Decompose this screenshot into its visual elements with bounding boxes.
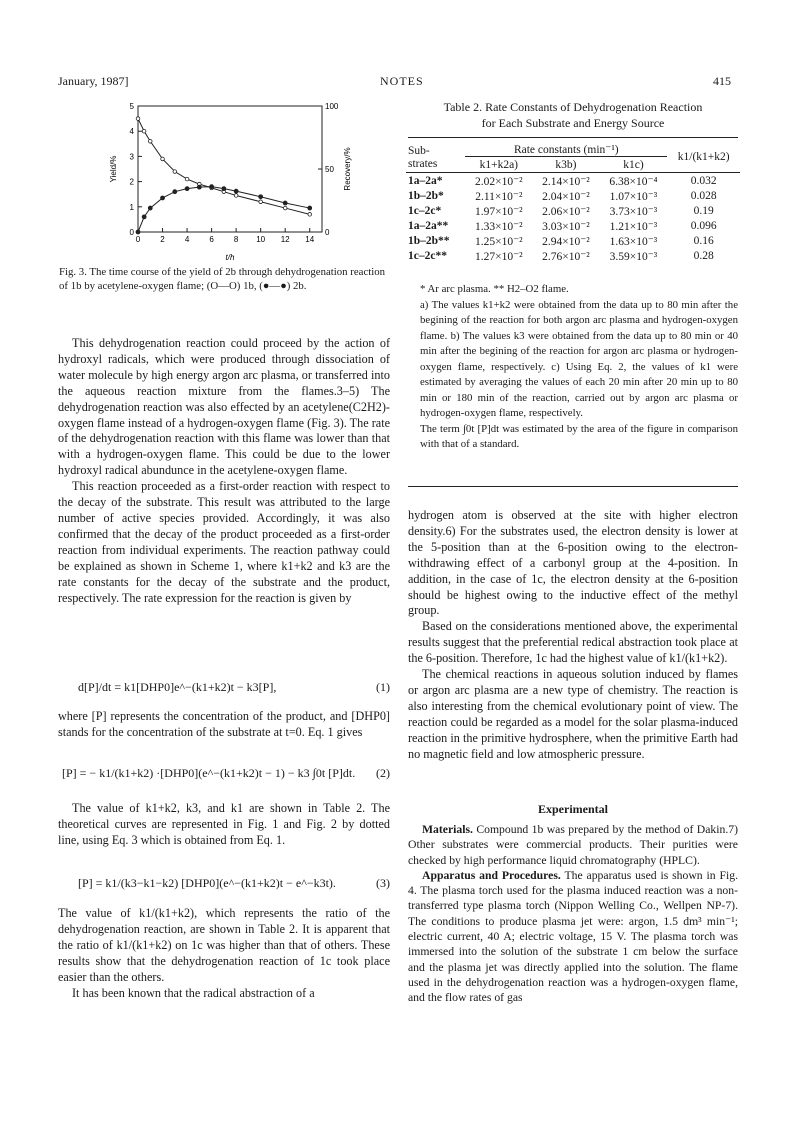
table-cell-k3: 2.94×10⁻² <box>542 235 590 248</box>
equation-2-number: (2) <box>376 766 390 780</box>
header-sub: Sub- <box>408 144 430 157</box>
table-cell-sub: 1b–2b** <box>408 234 450 247</box>
left-paragraph-4-block <box>58 801 390 849</box>
table-note-star: * Ar arc plasma. ** H2–O2 flame. <box>420 283 569 295</box>
table-cell-k12: 1.33×10⁻² <box>474 220 523 233</box>
series-point-2b <box>161 196 165 200</box>
x-tick-label: 2 <box>160 235 165 244</box>
x-tick-label: 10 <box>256 235 266 244</box>
table-cell-k12: 1.97×10⁻² <box>474 205 523 218</box>
x-tick-label: 8 <box>233 235 239 244</box>
left-tick-label: 5 <box>129 102 134 111</box>
right-tick-label: 50 <box>325 165 334 174</box>
header-k1k2: k1+k2a) <box>479 158 518 171</box>
apparatus-paragraph <box>408 868 738 1006</box>
x-tick-label: 6 <box>209 235 214 244</box>
series-point-2b <box>142 215 146 219</box>
series-point-2b <box>173 190 177 194</box>
left-paragraph-1: This dehydrogenation reaction could proceed by the action of hydroxyl radicals, which were produced through dissociation of water molecule by high energy argon arc plasma, or transferred into the aqueous reaction mixture from the flames.3–5) The dehydrogenation reaction was also effected by an acetylene(C2H2)-oxygen flame instead of a hydrogen-oxygen flame (Fig. 3). The rate of the dehydrogenation reaction with this flame was lower than that with a hydrogen-oxygen flame. This could be due to the lower hydroxyl radical abundunce in the acetylene-oxygen flame. <box>58 336 390 478</box>
left-paragraph-4: The value of k1+k2, k3, and k1 are shown in Table 2. The theoretical curves are represented in Fig. 1 and Fig. 2 by dotted line, using Eq. 3 which is obtained from Eq. 1. <box>58 801 390 847</box>
series-point-1b <box>148 139 152 143</box>
table-top-rule <box>408 137 738 138</box>
table-cell-k3: 2.14×10⁻² <box>542 175 590 188</box>
series-point-2b <box>210 185 214 189</box>
materials-label: Materials. <box>422 823 473 836</box>
table-cell-sub: 1b–2b* <box>408 189 444 202</box>
table-note-body: a) The values k1+k2 were obtained from the data up to 80 min after the begining of the reaction for both argon arc plasma and hydrogen-oxygen flame. b) The values k3 were obtained from the data up to 80 min or 40 min after the begining of the reaction for argon arc plasma or hydrogen-oxygen flame, respectively. c) Using Eq. 2, the values of k1 were estimated by averaging the values of each 20 min after 20 min up to 80 min or 180 min of the reaction, carried out by argon arc plasma or hydrogen-oxygen flame, respectively. <box>420 298 738 419</box>
series-point-2b <box>234 189 238 193</box>
header-date: January, 1987] <box>58 74 129 88</box>
equation-1 <box>78 680 390 695</box>
series-point-1b <box>185 177 189 181</box>
table-bottom-rule <box>408 486 738 487</box>
right-column-top <box>408 508 738 763</box>
materials-paragraph <box>408 822 738 868</box>
series-point-1b <box>234 194 238 198</box>
table-row <box>406 173 740 189</box>
series-point-1b <box>161 157 165 161</box>
figure-caption-text: The time course of the yield of 2b through dehydrogenation reaction of 1b by acetylene-oxygen flame; (O—O) 1b, (●—●) 2b. <box>59 266 386 292</box>
table-cell-sub: 1c–2c* <box>408 204 442 217</box>
table-notes <box>420 282 738 453</box>
table-row <box>406 218 740 233</box>
x-tick-label: 14 <box>305 235 315 244</box>
series-point-2b <box>148 206 152 210</box>
equation-2-text: [P] = − k1/(k1+k2) ·[DHP0](e^−(k1+k2)t − 1) − k3 ∫0t [P]dt. <box>62 766 356 780</box>
equation-3-number: (3) <box>376 876 390 890</box>
table-cell-k3: 2.06×10⁻² <box>542 205 590 218</box>
right-paragraph-1: hydrogen atom is observed at the site with higher electron density.6) For the substrates used, the electron density is lower at the 5-position than at the 6-position owing to the electron-withdrawing effect of a carbonyl group at the 4-position. In addition, in the case of 1c, the electron density at the 6-position should be highest owing to the inductive effect of the methyl group. <box>408 508 738 618</box>
table-cell-ratio: 0.16 <box>693 234 714 247</box>
table-cell-k1: 6.38×10⁻⁴ <box>609 175 658 188</box>
table-cell-k12: 2.11×10⁻² <box>475 190 523 203</box>
table-cell-ratio: 0.096 <box>690 219 717 232</box>
apparatus-label: Apparatus and Procedures. <box>422 868 561 882</box>
right-tick-label: 100 <box>325 102 339 111</box>
table-cell-k3: 2.04×10⁻² <box>542 190 590 203</box>
series-point-2b <box>222 187 226 191</box>
equation-3-text: [P] = k1/(k3−k1−k2) [DHP0](e^−(k1+k2)t − e^−k3t). <box>78 876 336 890</box>
y2-axis-label: Recovery/% <box>343 147 352 191</box>
header-ratio: k1/(k1+k2) <box>677 150 730 163</box>
table-row <box>406 248 740 263</box>
header-strates: strates <box>408 158 438 171</box>
equation-3 <box>78 876 390 891</box>
apparatus-text: The apparatus used is shown in Fig. 4. The plasma torch used for the plasma induced reaction was a non-transferred type plasma torch (Nippon Welling Co., Wellpen NP-7). The conditions to produce plasma jet were: argon, 1.5 dm³ min⁻¹; electric current, 40 A; electric voltage, 15 V. The plasma torch was immersed into the solution of the substrate 1 cm below the surface and the plasma jet was directly applied into the solution. The flame used in the dehydrogenation reaction was a hydrogen-oxygen flame, and the flow rates of gas <box>408 868 738 1005</box>
table-title <box>408 99 738 131</box>
series-point-2b <box>308 206 312 210</box>
table-title-line-2: for Each Substrate and Energy Source <box>481 116 665 130</box>
left-paragraph-3-block <box>58 709 390 741</box>
right-tick-label: 0 <box>325 228 330 237</box>
table-cell-k3: 3.03×10⁻² <box>542 220 590 233</box>
series-point-1b <box>308 213 312 217</box>
right-paragraph-2: Based on the considerations mentioned above, the experimental results suggest that the preferential redical abstraction took place at the 6-position. Therefore, 1c had the highest value of k1/(k1+k2). <box>408 619 738 666</box>
table-cell-k3: 2.76×10⁻² <box>542 250 590 263</box>
table-cell-ratio: 0.28 <box>693 249 714 262</box>
plot-frame <box>138 106 322 232</box>
right-column-bottom <box>408 822 738 1006</box>
equation-1-text: d[P]/dt = k1[DHP0]e^−(k1+k2)t − k3[P], <box>78 680 277 694</box>
left-paragraph-2: This reaction proceeded as a first-order reaction with respect to the decay of the substrate. This result was attributed to the large number of active species provided. Accordingly, it was also confirmed that the decay of the product proceeded as a first-order reaction from individual experiments. The reaction pathway could be explained as shown in Scheme 1, where k1+k2 and k3 are the rate constants for the decay of the substrate and the product, respectively. The rate expression for the reaction is given by <box>58 479 390 605</box>
figure-3-chart <box>82 98 372 266</box>
header-rate-constants: Rate constants (min⁻¹) <box>465 141 667 157</box>
table-row <box>406 233 740 248</box>
header-k3: k3b) <box>555 158 577 171</box>
left-tick-label: 2 <box>129 177 134 187</box>
series-point-1b <box>259 200 263 204</box>
materials-text: Compound 1b was prepared by the method of Dakin.7) Other substrates were commercial products. Their purities were checked by high performance liquid chromatography (HPLC). <box>408 823 738 867</box>
series-point-2b <box>185 187 189 191</box>
series-point-2b <box>259 195 263 199</box>
figure-caption <box>59 266 389 293</box>
table-row <box>406 203 740 218</box>
table-cell-k1: 1.07×10⁻³ <box>609 190 658 203</box>
table-row <box>406 188 740 203</box>
table-cell-k1: 1.21×10⁻³ <box>609 220 658 233</box>
equation-1-number: (1) <box>376 680 390 694</box>
series-point-1b <box>142 129 146 133</box>
left-column-bottom <box>58 906 390 1001</box>
table-cell-k12: 2.02×10⁻² <box>474 175 523 188</box>
series-point-2b <box>197 185 201 189</box>
experimental-heading: Experimental <box>538 802 608 816</box>
table-cell-ratio: 0.032 <box>690 174 717 187</box>
left-tick-label: 4 <box>129 127 134 137</box>
table-cell-sub: 1a–2a** <box>408 219 449 232</box>
left-paragraph-3: where [P] represents the concentration of the product, and [DHP0] stands for the concentration of the substrate at t=0. Eq. 1 gives <box>58 709 390 739</box>
series-point-2b <box>136 230 140 234</box>
x-tick-label: 4 <box>184 235 190 244</box>
series-point-1b <box>283 206 287 210</box>
table-cell-k12: 1.27×10⁻² <box>474 250 523 263</box>
table-cell-sub: 1c–2c** <box>408 249 447 262</box>
figure-caption-label: Fig. 3. <box>59 266 87 278</box>
left-column-top <box>58 336 390 606</box>
header-k1: k1c) <box>623 158 644 171</box>
left-tick-label: 1 <box>129 202 134 212</box>
series-point-2b <box>283 201 287 205</box>
table-cell-k1: 3.59×10⁻³ <box>609 250 658 263</box>
x-tick-label: 12 <box>280 235 290 244</box>
table-title-line-1: Table 2. Rate Constants of Dehydrogenation Reaction <box>443 100 703 114</box>
x-axis-label: t/h <box>225 253 235 262</box>
x-tick-label: 0 <box>135 235 141 244</box>
table-note-term: The term ∫0t [P]dt was estimated by the area of the figure in comparison with that of a standard. <box>420 422 738 450</box>
table-cell-ratio: 0.19 <box>693 204 714 217</box>
left-tick-label: 3 <box>129 152 134 162</box>
header-section: NOTES <box>380 74 424 88</box>
table-cell-k12: 1.25×10⁻² <box>474 235 523 248</box>
table-cell-sub: 1a–2a* <box>408 174 443 187</box>
y-axis-label: Yield/% <box>109 155 118 183</box>
rate-constants-table <box>406 141 740 263</box>
header-page: 415 <box>713 74 731 88</box>
table-cell-ratio: 0.028 <box>690 189 717 202</box>
left-paragraph-6: It has been known that the radical abstraction of a <box>72 985 315 1000</box>
equation-2 <box>62 766 390 781</box>
series-point-1b <box>136 117 140 121</box>
left-paragraph-5: The value of k1/(k1+k2), which represents the ratio of the dehydrogenation reaction, are shown in Table 2. It is apparent that the ratio of k1/(k1+k2) on 1c was higher than that of others. These results show that the dehydrogenation reaction of 1c took place easier than the others. <box>58 906 390 984</box>
table-cell-k1: 1.63×10⁻³ <box>609 235 658 248</box>
left-tick-label: 0 <box>129 228 134 237</box>
table-cell-k1: 3.73×10⁻³ <box>609 205 658 218</box>
series-point-1b <box>173 170 177 174</box>
right-paragraph-3: The chemical reactions in aqueous solution induced by flames or argon arc plasma are a new type of chemistry. The reaction is also interesting from the chemical evolutionary point of view. The reaction could be regarded as a model for the solar plasma-induced reaction in the primitive hydrosphere, when the primitive Earth had no magnetic field and low atmospheric pressure. <box>408 667 738 761</box>
